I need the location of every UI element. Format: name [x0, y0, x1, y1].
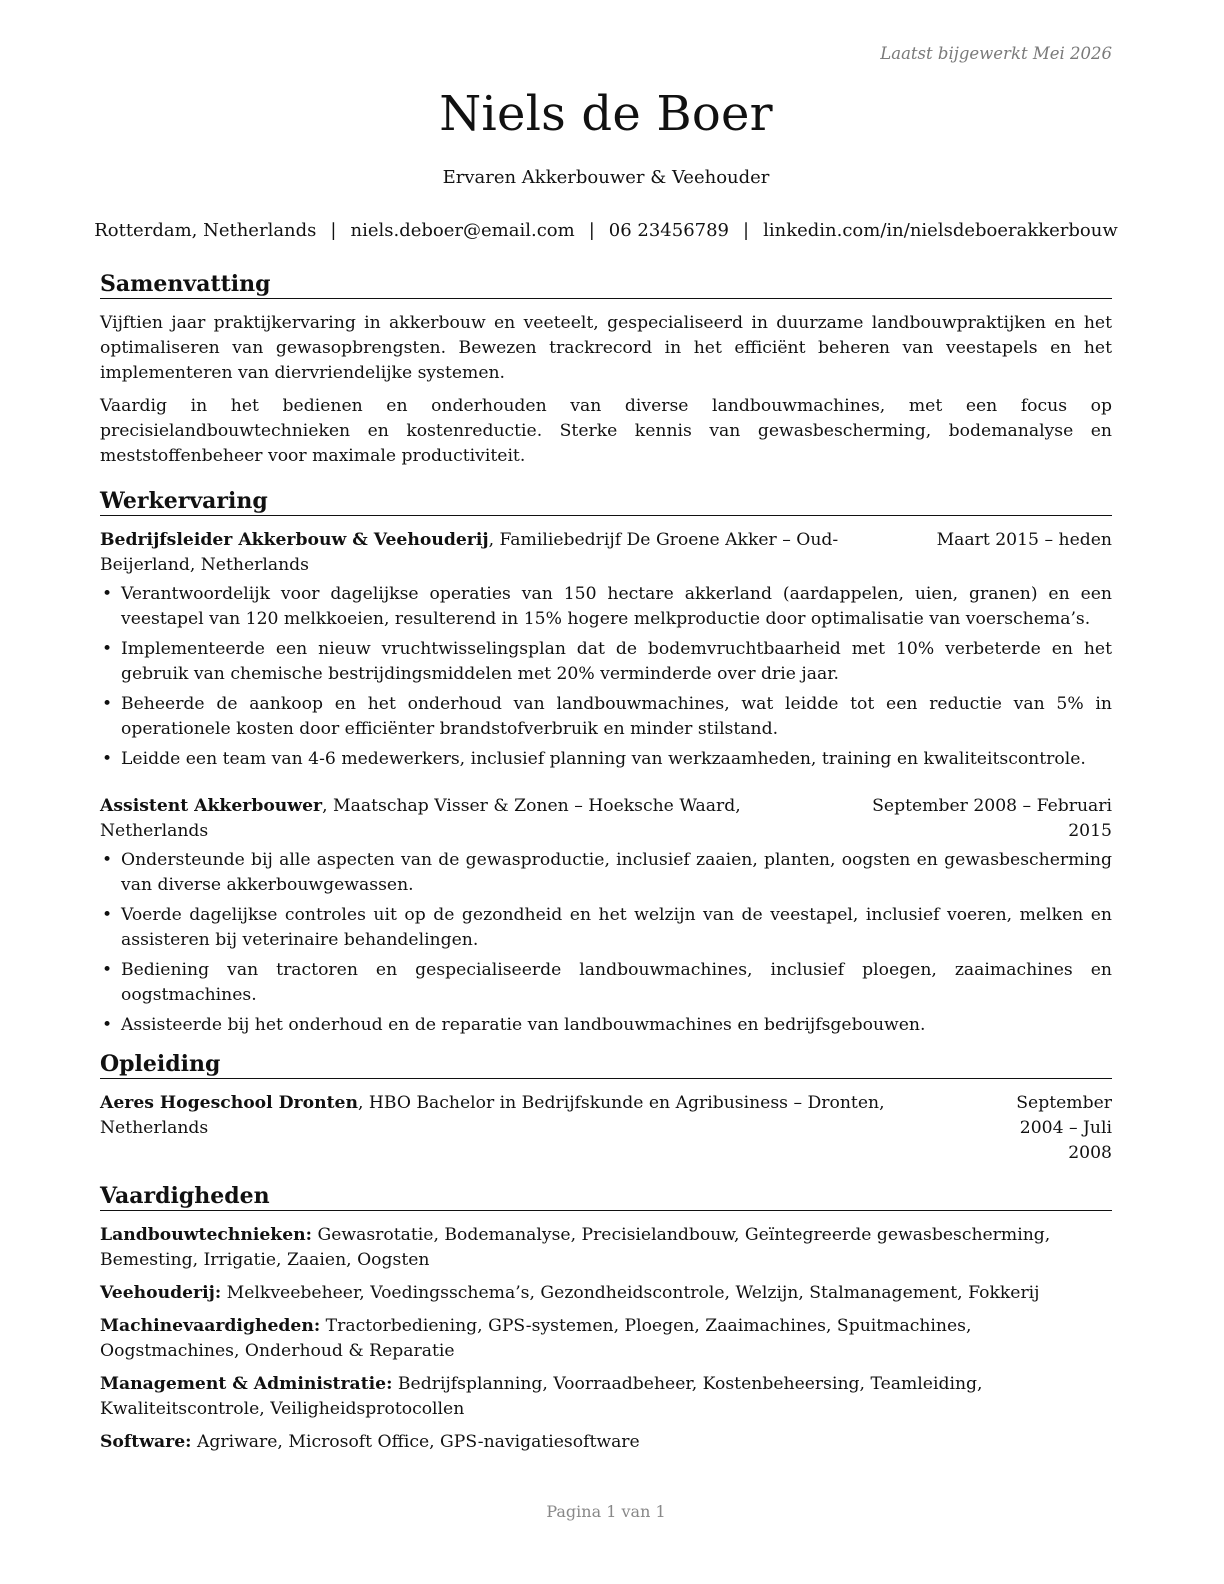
education-section [100, 1050, 1112, 1166]
skill-row [100, 1372, 1112, 1422]
list-item: • Beheerde de aankoop en het onderhoud van landbouwmachines, wat leidde tot een reductie van 5% in operationele kosten door efficiënter brandstofverbruik en minder stilstand. [100, 692, 1112, 742]
job-dates: September 2008 – Februari 2015 [872, 796, 1112, 841]
contact-email[interactable]: niels.deboer@email.com [350, 220, 575, 241]
education-entry [100, 1091, 1112, 1166]
candidate-name: Niels de Boer [439, 86, 773, 142]
skills-section [100, 1182, 1112, 1455]
contact-separator: | [330, 220, 337, 241]
contact-separator: | [588, 220, 595, 241]
job-entry [100, 528, 1112, 772]
summary-section [100, 270, 1112, 469]
section-title: Vaardigheden [100, 1182, 1112, 1211]
section-title: Samenvatting [100, 270, 1112, 299]
contact-linkedin[interactable]: linkedin.com/in/nielsdeboerakkerbouw [763, 220, 1118, 241]
contact-line [90, 220, 1122, 241]
job-organization: , Familiebedrijf De Groene Akker – Oud-Beijerland, Netherlands [100, 530, 839, 575]
list-item: • Leidde een team van 4-6 medewerkers, inclusief planning van werkzaamheden, training en kwaliteitscontrole. [100, 747, 1112, 772]
education-school: Aeres Hogeschool Dronten [100, 1093, 358, 1113]
skill-label: Veehouderij: [100, 1283, 222, 1303]
section-title: Opleiding [100, 1050, 1112, 1079]
job-entry [100, 794, 1112, 1038]
resume-body [100, 270, 1112, 1463]
job-bullets [100, 848, 1112, 1038]
job-header [100, 794, 1112, 844]
contact-location: Rotterdam, Netherlands [94, 220, 317, 241]
job-header [100, 528, 1112, 578]
list-item: • Bediening van tractoren en gespecialiseerde landbouwmachines, inclusief ploegen, zaaimachines en oogstmachines. [100, 958, 1112, 1008]
skill-row [100, 1281, 1112, 1306]
job-role: Bedrijfsleider Akkerbouw & Veehouderij [100, 530, 489, 550]
skill-label: Machinevaardigheden: [100, 1316, 321, 1336]
contact-phone: 06 23456789 [608, 220, 730, 241]
skill-label: Landbouwtechnieken: [100, 1225, 312, 1245]
skill-value: Gewasrotatie, Bodemanalyse, Precisielandbouw, Geïntegreerde gewasbescherming, Bemesting, Irrigatie, Zaaien, Oogsten [100, 1225, 1051, 1270]
list-item: • Implementeerde een nieuw vruchtwisselingsplan dat de bodemvruchtbaarheid met 10% verbeterde en het gebruik van chemische bestrijdingsmiddelen met 20% verminderde over drie jaar. [100, 637, 1112, 687]
last-updated: Laatst bijgewerkt Mei 2026 [880, 44, 1112, 63]
skill-label: Software: [100, 1432, 192, 1452]
page-number: Pagina 1 van 1 [546, 1502, 666, 1521]
job-bullets [100, 582, 1112, 772]
skill-value: Bedrijfsplanning, Voorraadbeheer, Kostenbeheersing, Teamleiding, Kwaliteitscontrole, Veiligheidsprotocollen [100, 1374, 983, 1419]
summary-paragraph: Vijftien jaar praktijkervaring in akkerbouw en veeteelt, gespecialiseerd in duurzame landbouwpraktijken en het optimaliseren van gewasopbrengsten. Bewezen trackrecord in het efficiënt beheren van veestapels en het implementeren van diervriendelijke systemen. [100, 313, 1112, 383]
skill-label: Management & Administratie: [100, 1374, 393, 1394]
list-item: • Assisteerde bij het onderhoud en de reparatie van landbouwmachines en bedrijfsgebouwen. [100, 1013, 1112, 1038]
experience-section [100, 487, 1112, 1038]
education-dates: September 2004 – Juli 2008 [1016, 1093, 1112, 1163]
skill-value: Tractorbediening, GPS-systemen, Ploegen, Zaaimachines, Spuitmachines, Oogstmachines, Onderhoud & Reparatie [100, 1316, 972, 1361]
job-role: Assistent Akkerbouwer [100, 796, 323, 816]
education-detail: , HBO Bachelor in Bedrijfskunde en Agribusiness – Dronten, Netherlands [100, 1093, 885, 1138]
section-title: Werkervaring [100, 487, 1112, 516]
skill-row [100, 1223, 1112, 1273]
candidate-subtitle: Ervaren Akkerbouwer & Veehouder [442, 167, 770, 188]
job-dates: Maart 2015 – heden [936, 530, 1112, 550]
skill-row [100, 1430, 1112, 1455]
list-item: • Voerde dagelijkse controles uit op de gezondheid en het welzijn van de veestapel, inclusief voeren, melken en assisteren bij veterinaire behandelingen. [100, 903, 1112, 953]
list-item: • Verantwoordelijk voor dagelijkse operaties van 150 hectare akkerland (aardappelen, uien, granen) en een veestapel van 120 melkkoeien, resulterend in 15% hogere melkproductie door optimalisatie van voerschema’s. [100, 582, 1112, 632]
skill-row [100, 1314, 1112, 1364]
contact-separator: | [743, 220, 750, 241]
skill-value: Agriware, Microsoft Office, GPS-navigatiesoftware [196, 1432, 640, 1452]
skill-value: Melkveebeheer, Voedingsschema’s, Gezondheidscontrole, Welzijn, Stalmanagement, Fokkerij [226, 1283, 1040, 1303]
list-item: • Ondersteunde bij alle aspecten van de gewasproductie, inclusief zaaien, planten, oogsten en gewasbescherming van diverse akkerbouwgewassen. [100, 848, 1112, 898]
summary-paragraph: Vaardig in het bedienen en onderhouden van diverse landbouwmachines, met een focus op precisielandbouwtechnieken en kostenreductie. Sterke kennis van gewasbescherming, bodemanalyse en meststoffenbeheer voor maximale productiviteit. [100, 396, 1112, 466]
job-organization: , Maatschap Visser & Zonen – Hoeksche Waard, Netherlands [100, 796, 741, 841]
